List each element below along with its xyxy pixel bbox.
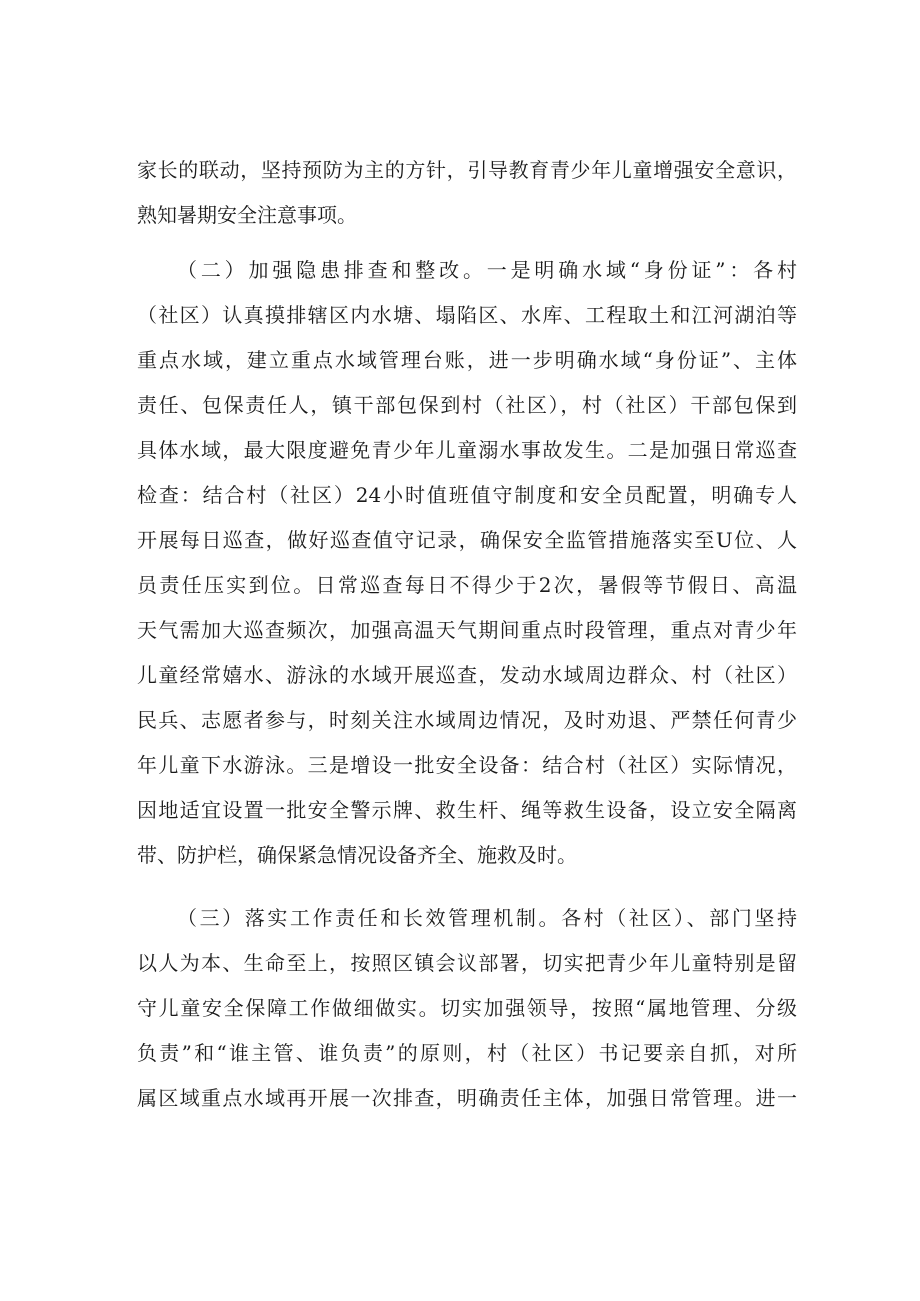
text-line: 重点水域，建立重点水域管理台账，进一步明确水域“身份证”、主体 [137,348,797,372]
text-line: 检查：结合村（社区）24小时值班值守制度和安全员配置，明确专人 [137,483,797,507]
text-line: 民兵、志愿者参与，时刻关注水域周边情况，及时劝退、严禁任何青少 [137,708,797,732]
text-line: 家长的联动，坚持预防为主的方针，引导教育青少年儿童增强安全意识， [137,158,797,182]
text-line: 负责”和“谁主管、谁负责”的原则，村（社区）书记要亲自抓，对所 [137,1041,797,1065]
text-line: 责任、包保责任人，镇干部包保到村（社区），村（社区）干部包保到 [137,393,797,417]
text-line: 熟知暑期安全注意事项。 [137,203,357,227]
text-line: 带、防护栏，确保紧急情况设备齐全、施救及时。 [137,843,577,867]
text-line: 年儿童下水游泳。三是增设一批安全设备：结合村（社区）实际情况， [137,753,797,777]
text-line: 员责任压实到位。日常巡查每日不得少于2次，暑假等节假日、高温 [137,573,797,597]
text-line: 儿童经常嬉水、游泳的水域开展巡查，发动水域周边群众、村（社区） [137,663,797,687]
text-line: 天气需加大巡查频次，加强高温天气期间重点时段管理，重点对青少年 [137,618,797,642]
text-line: 属区域重点水域再开展一次排查，明确责任主体，加强日常管理。进一 [137,1086,797,1110]
paragraph-heading-line: （三）落实工作责任和长效管理机制。各村（社区）、部门坚持 [177,906,797,930]
text-line: 因地适宜设置一批安全警示牌、救生杆、绳等救生设备，设立安全隔离 [137,798,797,822]
paragraph-heading-line: （二）加强隐患排查和整改。一是明确水域“身份证”：各村 [177,258,797,282]
text-line: 以人为本、生命至上，按照区镇会议部署，切实把青少年儿童特别是留 [137,951,797,975]
text-line: （社区）认真摸排辖区内水塘、塌陷区、水库、工程取土和江河湖泊等 [137,303,797,327]
text-line: 具体水域，最大限度避免青少年儿童溺水事故发生。二是加强日常巡查 [137,438,797,462]
text-line: 开展每日巡查，做好巡查值守记录，确保安全监管措施落实至U位、人 [137,528,797,552]
text-line: 守儿童安全保障工作做细做实。切实加强领导，按照“属地管理、分级 [137,996,797,1020]
